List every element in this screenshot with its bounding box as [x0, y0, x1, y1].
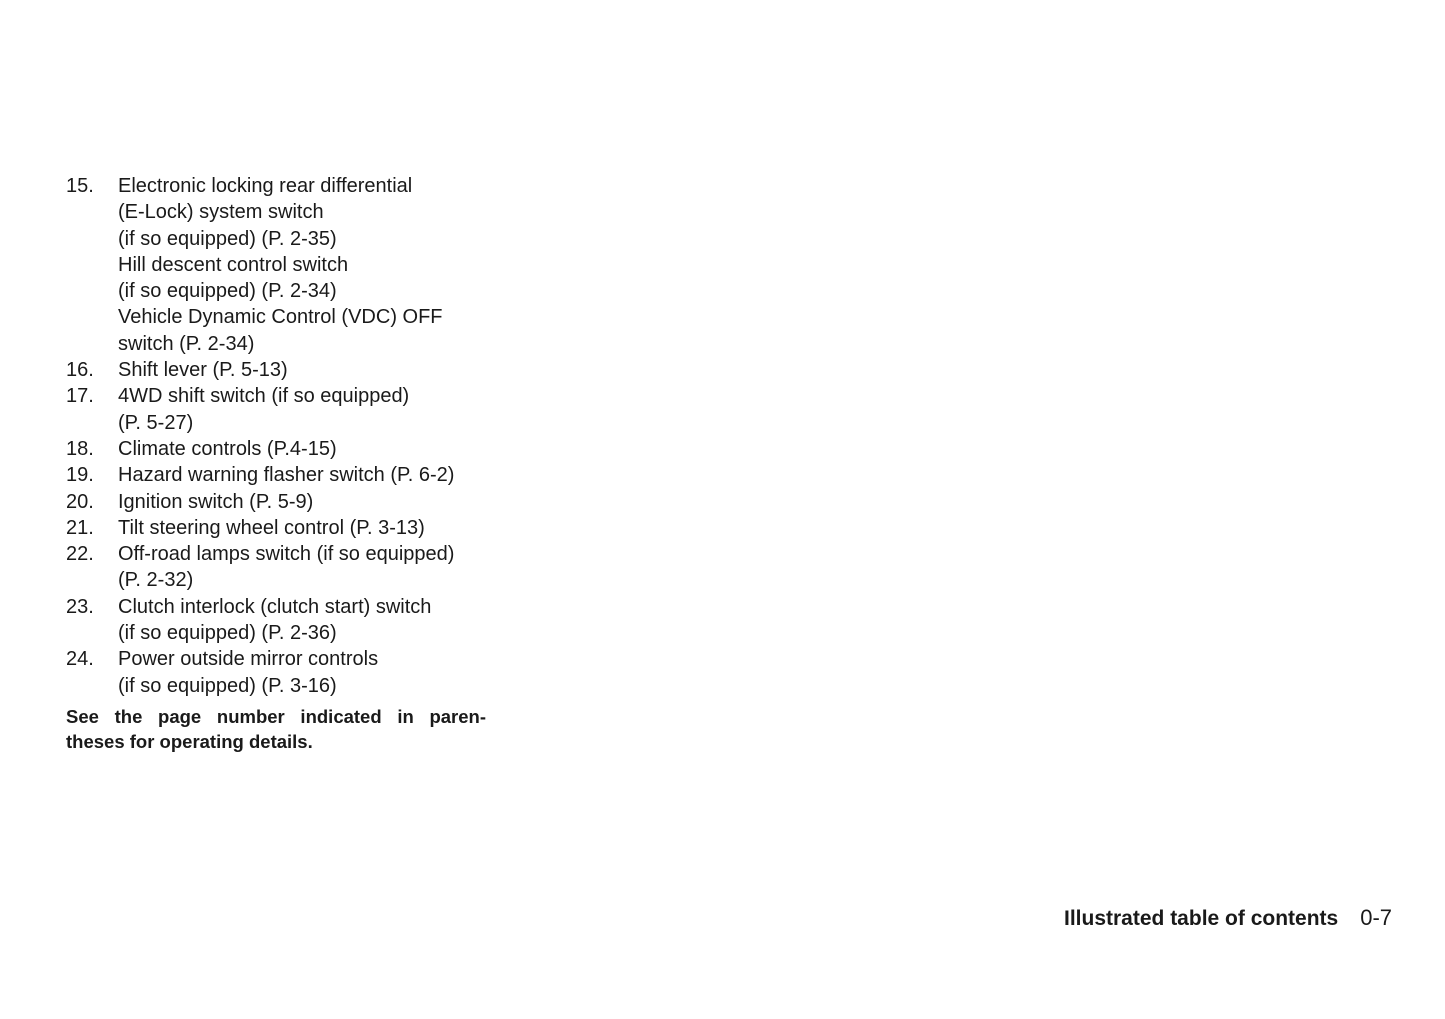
list-item	[66, 646, 506, 699]
item-text: Vehicle Dynamic Control (VDC) OFF	[118, 306, 443, 329]
item-text: Off-road lamps switch (if so equipped)	[118, 543, 455, 566]
item-number: 24.	[66, 648, 94, 671]
list-item	[66, 436, 506, 462]
item-text: Climate controls (P.4-15)	[118, 437, 337, 460]
list-item	[66, 515, 506, 541]
list-item	[66, 383, 506, 436]
item-text: Ignition switch (P. 5-9)	[118, 490, 314, 513]
item-list	[66, 173, 506, 699]
item-text: switch (P. 2-34)	[118, 332, 255, 355]
note-line: See the page number indicated in paren-	[66, 706, 486, 727]
item-text: Hill descent control switch	[118, 253, 349, 276]
section-title: Illustrated table of contents	[1064, 907, 1339, 930]
item-text: Power outside mirror controls	[118, 648, 379, 671]
item-number: 15.	[66, 175, 94, 197]
item-text: (if so equipped) (P. 2-36)	[118, 622, 337, 645]
item-number: 20.	[66, 490, 94, 513]
item-number: 17.	[66, 385, 94, 408]
item-text: Hazard warning flasher switch (P. 6-2)	[118, 464, 455, 487]
item-number: 22.	[66, 543, 94, 566]
item-text: (P. 5-27)	[118, 411, 194, 434]
item-text: 4WD shift switch (if so equipped)	[118, 385, 410, 408]
list-item	[66, 594, 506, 647]
item-number: 18.	[66, 437, 94, 460]
note-line: theses for operating details.	[66, 731, 313, 752]
operating-details-note	[66, 704, 486, 754]
page-number: 0-7	[1360, 905, 1392, 930]
list-item	[66, 541, 506, 594]
item-text: Tilt steering wheel control (P. 3-13)	[118, 516, 425, 539]
item-text: (P. 2-32)	[118, 569, 194, 592]
list-item	[66, 357, 506, 383]
item-number: 19.	[66, 464, 94, 487]
item-number: 16.	[66, 359, 94, 382]
list-item	[66, 173, 506, 357]
item-text: (if so equipped) (P. 3-16)	[118, 674, 337, 697]
page-footer	[1064, 905, 1392, 931]
item-text: (if so equipped) (P. 2-34)	[118, 280, 337, 303]
item-text: (E-Lock) system switch	[118, 201, 324, 224]
list-item	[66, 489, 506, 515]
item-text: (if so equipped) (P. 2-35)	[118, 227, 337, 250]
item-text: Electronic locking rear differential	[118, 175, 413, 197]
item-number: 23.	[66, 595, 94, 618]
item-number: 21.	[66, 516, 94, 539]
item-text: Shift lever (P. 5-13)	[118, 359, 288, 382]
list-item	[66, 462, 506, 488]
item-text: Clutch interlock (clutch start) switch	[118, 595, 432, 618]
